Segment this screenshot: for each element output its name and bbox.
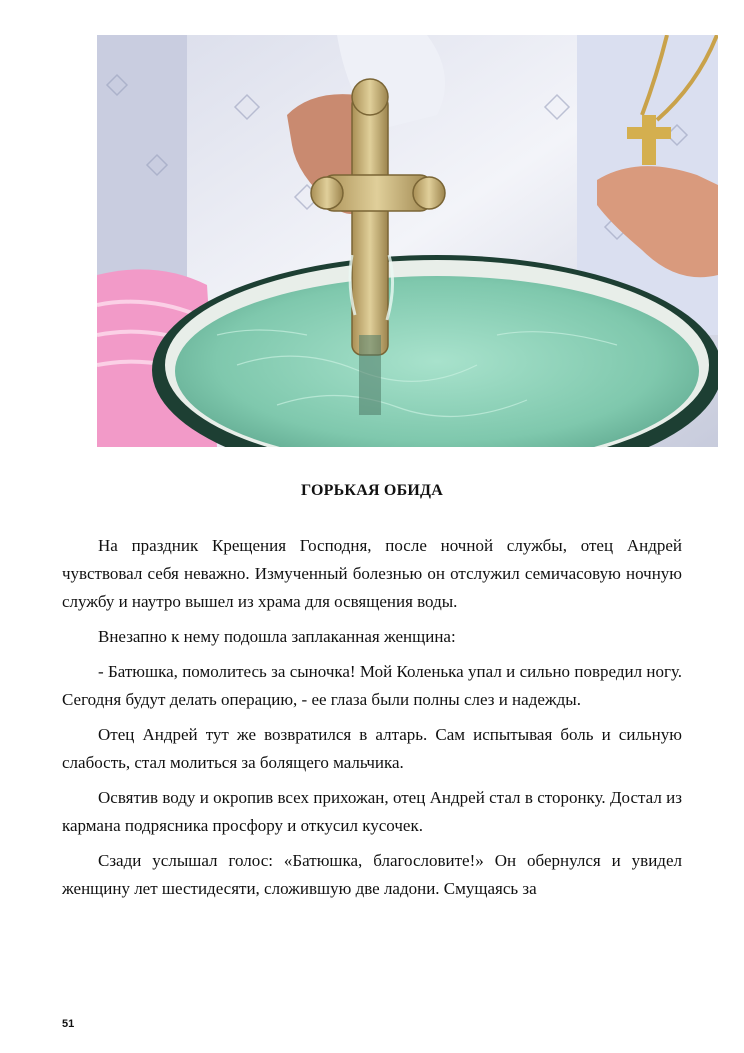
paragraph: Сзади услышал голос: «Батюшка, благословите!» Он обернулся и увидел женщину лет шестидесяти, сложившую две ладони. Смущаясь за <box>62 851 682 898</box>
chapter-title: ГОРЬКАЯ ОБИДА <box>301 482 443 499</box>
paragraph: На праздник Крещения Господня, после ночной службы, отец Андрей чувствовал себя неважно. Измученный болезнью он отслужил семичасовую ночную службу и наутро вышел из храма для освящения воды. <box>62 536 682 611</box>
page-number: 51 <box>62 1018 75 1030</box>
paragraph: Отец Андрей тут же возвратился в алтарь. Сам испытывая боль и сильную слабость, стал молиться за болящего мальчика. <box>62 725 682 772</box>
story-text <box>62 532 682 910</box>
blessing-of-water-photo <box>97 35 718 447</box>
paragraph: Внезапно к нему подошла заплаканная женщина: <box>98 627 456 646</box>
paragraph: Освятив воду и окропив всех прихожан, отец Андрей стал в сторонку. Достал из кармана подрясника просфору и откусил кусочек. <box>62 788 682 835</box>
paragraph: - Батюшка, помолитесь за сыночка! Мой Коленька упал и сильно повредил ногу. Сегодня будут делать операцию, - ее глаза были полны слез и надежды. <box>62 662 682 709</box>
cross-in-water-icon <box>97 35 718 447</box>
